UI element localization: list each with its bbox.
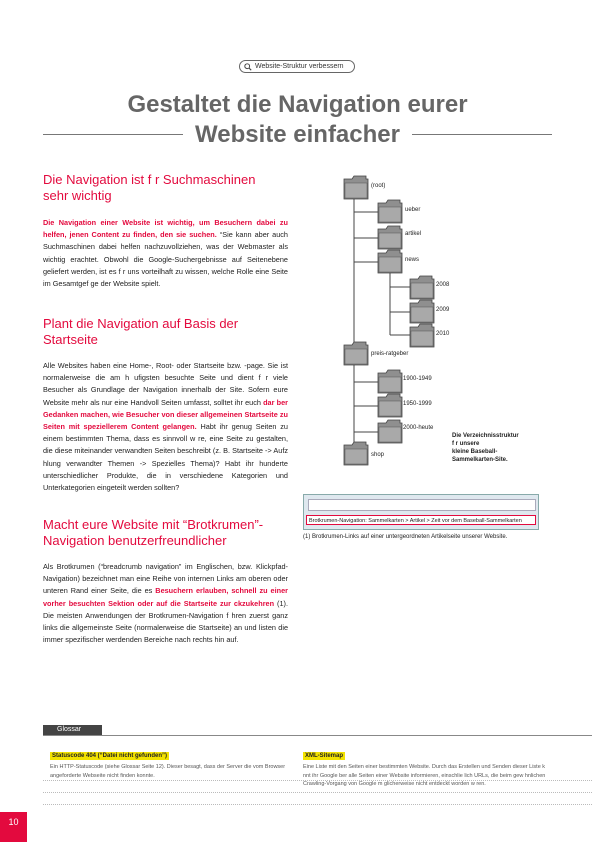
address-bar [308,499,536,511]
folder-icon-2010 [410,324,434,347]
glossary-entry-sitemap [303,744,548,804]
section2-heading: Plant die Navigation auf Basis der Startseite [43,316,239,347]
folder-label-2009: 2009 [436,307,450,313]
folder-label-ueber: ueber [405,207,421,213]
folder-icon-2000b [378,420,402,443]
folder-label-2010: 2010 [436,331,450,337]
folder-icon-root [344,176,368,199]
folder-label-root: (root) [371,183,386,189]
glossary-dotline-3 [43,804,592,806]
figure-caption: (1) Brotkrumen-Links auf einer untergeordneten Artikelseite unserer Website. [303,534,508,540]
folder-icon-preis [344,342,368,365]
section3-heading: Macht eure Website mit “Brotkrumen”- Navigation benutzerfreundlicher [43,517,264,548]
folder-label-1950: 1950-1999 [403,401,432,407]
section2-text: Alle Websites haben eine Home-, Root- oder Startseite bzw. -page. Sie ist normalerweise die am h ufigsten besuchte Seite und dient f r viele Besucher als Grundlage der Navigation innerhalb der Site. Sofern eure Website mehr als nur eine Handvoll Seiten umfasst, solltet ihr euch dar ber Gedanken machen, wie Besucher von dieser allgemeinen Startseite zu Seiten mit speziellerem Content gelangen. Habt ihr genug Seiten zu einem bestimmten Thema, dass es sinnvoll w re, eine Seite zu gestalten, die diese miteinander verwandten Seiten beschreibt (z. B. Startseite -> Aufz hlung verwandter Themen -> Spezielles Thema)? Habt ihr hunderte unterschiedlicher Produkte, die in verschiedene Kategorien und Unterkategorien eingeteilt werden sollten? [43,361,288,493]
page-title-line2: Website einfacher [195,121,400,148]
glossary-entry-404 [50,744,300,804]
breadcrumb: Brotkrumen-Navigation: Sammelkarten > Artikel > Zeit vor dem Baseball-Sammelkarten [306,515,536,525]
folder-label-1900: 1900-1949 [403,376,432,382]
tree-lines [340,170,560,480]
glossary-definition: Eine Liste mit den Seiten einer bestimmten Website. Durch das Erstellen und Senden dieser Liste k nnt ihr Google ber alle Seiten einer Website informieren, einschlie lich URLs, die beim gew hnlichen Crawling-Vorgang von Google m glicherweise nicht entdeckt worden w ren. [303,764,546,787]
glossary-term: Statuscode 404 (“Datei nicht gefunden”) [52,753,168,759]
glossary-definition: Ein HTTP-Statuscode (siehe Glossar Seite 12). Dieser besagt, dass der Server die vom Browser angeforderte Webseite nicht finden konnte. [50,764,286,779]
page-number: 10 [0,812,27,842]
folder-label-artikel: artikel [405,231,422,237]
section3-text: Als Brotkrumen (“breadcrumb navigation” im Englischen, bzw. Klickpfad-Navigation) bezeichnet man eine Reihe von internen Links am oberen oder unteren Rand einer Seite, die es Besuchern erlauben, schnell zu einer vorher besuchten Sektion oder auf die Startseite zur ckzukehren (1). Die meisten Anwendungen der Brotkrumen-Navigation f hren zuerst ganz links die allgemeinste Seite (normalerweise die Startseite) an und listen die immer spezifischer werdenden Bereiche nach rechts hin auf. [43,562,288,645]
folder-label-preis: preis-ratgeber [371,351,409,357]
browser-screenshot [303,494,539,530]
glossary-tab: Glossar [43,725,102,735]
folder-icon-ueber [378,200,402,223]
folder-label-2008: 2008 [436,282,450,288]
search-icon [244,63,252,71]
folder-label-shop: shop [371,452,385,458]
folder-label-2000: 2000-heute [403,425,434,431]
folder-icon-1900 [378,370,402,393]
section-badge [239,60,355,73]
folder-icon-2008 [410,276,434,299]
directory-tree [340,170,560,480]
folder-icon-shop [344,442,368,465]
folder-icon-artikel [378,226,402,249]
section1-heading: Die Navigation ist f r Suchmaschinen sehr wichtig [43,172,256,203]
tree-caption: Die Verzeichnisstruktur f r unsere kleine Baseball- Sammelkarten-Site. [452,433,519,463]
glossary-term: XML-Sitemap [305,753,344,759]
folder-icon-2000a [378,394,402,417]
folder-label-news: news [405,257,420,263]
badge-label: Website-Struktur verbessern [255,63,344,70]
folder-icon-news [378,250,402,273]
page-title-line1: Gestaltet die Navigation eurer [127,91,468,118]
glossary-rule [43,735,592,736]
folder-icon-2009 [410,300,434,323]
section1-text: Die Navigation einer Website ist wichtig, um Besuchern dabei zu helfen, jenen Content zu finden, den sie suchen. “Sie kann aber auch Suchmaschinen dabei helfen nachzuvollziehen, was der Webmaster als wichtig erachtet. Obwohl die Google-Suchergebnisse auf Seitenebene geliefert werden, ist es f r uns vorteilhaft zu wissen, welche Rolle eine Seite im Gesamtgef ge der Website spielt. [43,218,288,289]
